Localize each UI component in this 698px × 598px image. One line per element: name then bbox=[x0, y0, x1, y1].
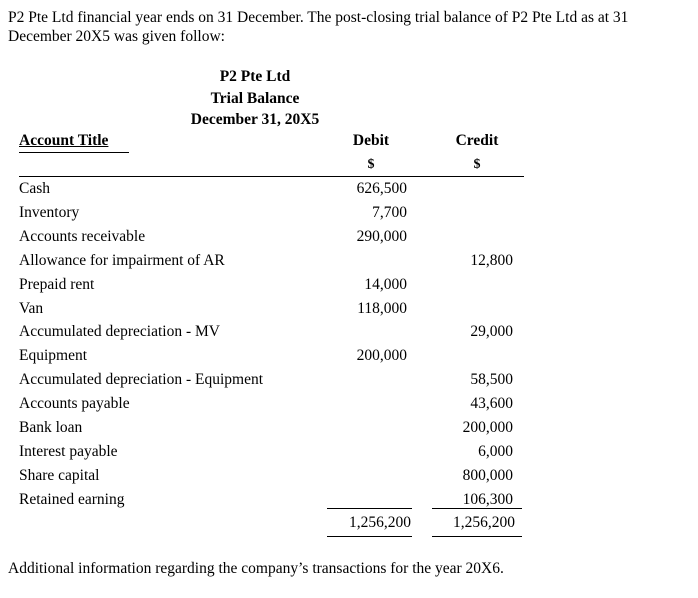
credit-amount: 12,800 bbox=[470, 252, 513, 269]
debit-total-rule bbox=[327, 508, 412, 509]
account-name: Cash bbox=[19, 180, 50, 197]
intro-paragraph: P2 Pte Ltd financial year ends on 31 December. The post-closing trial balance of P2 Pte Ltd as at 31 December 20X5 was given follow: bbox=[8, 9, 629, 45]
credit-total: 1,256,200 bbox=[453, 514, 515, 531]
debit-unit: $ bbox=[367, 157, 375, 172]
credit-amount: 43,600 bbox=[470, 395, 513, 412]
credit-amount: 58,500 bbox=[470, 371, 513, 388]
account-name: Accounts receivable bbox=[19, 228, 146, 245]
account-name: Prepaid rent bbox=[19, 276, 95, 293]
debit-amount: 118,000 bbox=[357, 300, 407, 317]
account-name: Accounts payable bbox=[19, 395, 130, 412]
account-name: Accumulated depreciation - MV bbox=[19, 323, 220, 340]
account-title-header: Account Title bbox=[19, 132, 109, 149]
credit-unit: $ bbox=[473, 157, 481, 172]
debit-amount: 14,000 bbox=[364, 276, 407, 293]
debit-amount: 7,700 bbox=[372, 204, 407, 221]
credit-amount: 106,300 bbox=[462, 491, 513, 508]
account-name: Van bbox=[19, 300, 44, 317]
debit-total: 1,256,200 bbox=[349, 514, 411, 531]
account-name: Inventory bbox=[19, 204, 80, 221]
account-header-rule bbox=[19, 152, 129, 153]
account-name: Share capital bbox=[19, 467, 100, 484]
credit-amount: 200,000 bbox=[462, 419, 513, 436]
debit-header: Debit bbox=[352, 132, 390, 149]
debit-amount: 626,500 bbox=[356, 180, 407, 197]
account-name: Allowance for impairment of AR bbox=[19, 252, 225, 269]
credit-header: Credit bbox=[455, 132, 499, 149]
company-name: P2 Pte Ltd bbox=[219, 68, 291, 85]
account-name: Equipment bbox=[19, 347, 88, 364]
header-underline bbox=[19, 176, 524, 177]
credit-amount: 6,000 bbox=[478, 443, 513, 460]
account-name: Interest payable bbox=[19, 443, 118, 460]
credit-total-bottom-rule bbox=[432, 536, 522, 537]
debit-amount: 290,000 bbox=[356, 228, 407, 245]
account-name: Accumulated depreciation - Equipment bbox=[19, 371, 264, 388]
credit-amount: 800,000 bbox=[462, 467, 513, 484]
account-name: Retained earning bbox=[19, 491, 125, 508]
account-name: Bank loan bbox=[19, 419, 83, 436]
debit-amount: 200,000 bbox=[356, 347, 407, 364]
credit-amount: 29,000 bbox=[470, 323, 513, 340]
statement-title: Trial Balance bbox=[210, 90, 300, 107]
statement-date: December 31, 20X5 bbox=[190, 111, 320, 128]
debit-total-bottom-rule bbox=[327, 536, 412, 537]
footer-note: Additional information regarding the company’s transactions for the year 20X6. bbox=[8, 560, 504, 577]
credit-total-rule bbox=[432, 508, 522, 509]
